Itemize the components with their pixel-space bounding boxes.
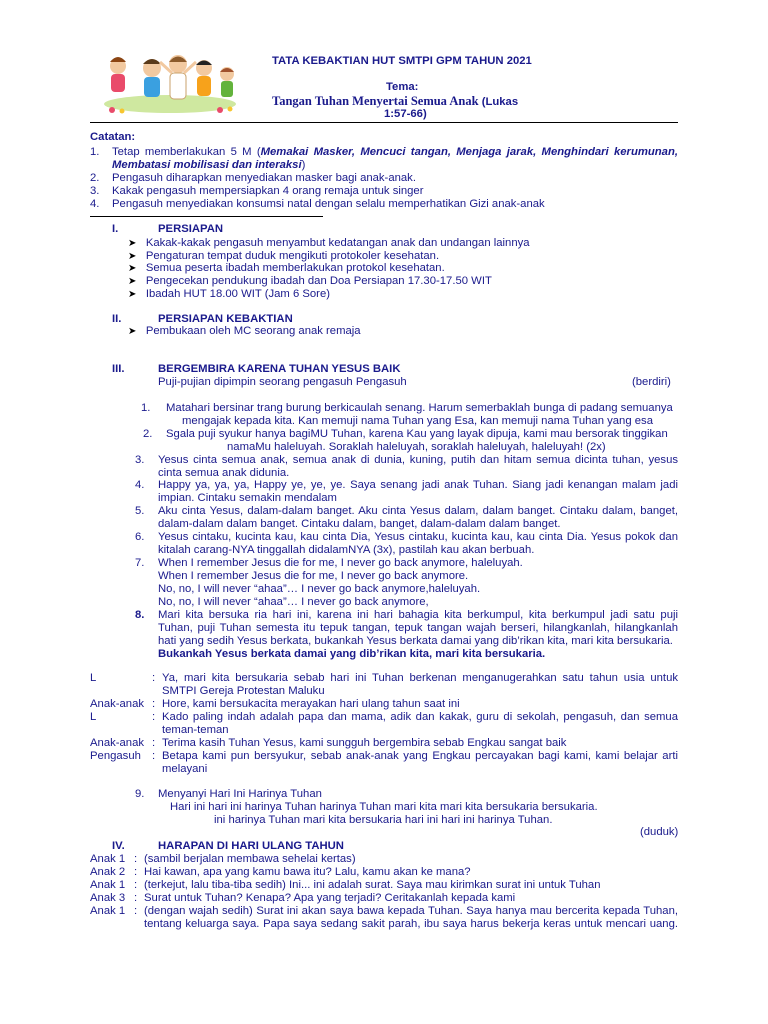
catatan-item: Kakak pengasuh mempersiapkan 4 orang remaja untuk singer [112, 185, 424, 197]
song-number: 1. [141, 402, 151, 414]
song-number: 6. [135, 531, 145, 543]
section-number: IV. [112, 840, 125, 852]
tema-text: Tangan Tuhan Menyertai Semua Anak (Lukas [272, 94, 519, 108]
section-number: III. [112, 363, 125, 375]
song-line: mengajak kepada kita. Kan memuji nama Tuhan yang Esa, kan memuji nama Tuhan yang esa [182, 415, 653, 427]
dialog-line: Betapa kami pun bersyukur, sebab anak-anak yang Engkau percayakan bagi kami, kami belajar arti [162, 750, 678, 762]
arrow-bullet-icon: ➤ [128, 289, 137, 300]
song-line: Yesus cinta semua anak, semua anak di dunia, kuning, putih dan hitam semua dicinta tuhan, yesus [158, 454, 678, 466]
catatan-num: 2. [90, 172, 100, 184]
dialog-speaker: L [90, 711, 97, 723]
section-number: II. [112, 313, 122, 325]
song-line: Yesus cintaku, kucinta kau, kau cinta Dia, Yesus cintaku, kucinta kau, kau cinta Dia. Yesus pokok dan [158, 531, 678, 543]
dialog-speaker: Anak 2 [90, 866, 126, 878]
dialog-sep: : [152, 750, 156, 762]
arrow-bullet-icon: ➤ [128, 326, 137, 337]
song-line: kitalah carang-NYA tinggallah didalamNYA (3x), pastilah kau akan berbuah. [158, 544, 535, 556]
dialog-sep: : [152, 711, 156, 723]
catatan-num: 4. [90, 198, 100, 210]
arrow-bullet-icon: ➤ [128, 238, 137, 249]
song-line: When I remember Jesus die for me, I never go back anymore, haleluyah. [158, 557, 523, 569]
song-line: namaMu haleluyah. Soraklah haleluyah, soraklah haleluyah, haleluyah! (2x) [227, 441, 606, 453]
dialog-speaker: Anak-anak [90, 737, 145, 749]
dialog-line: tentang keluarga saya. Papa saya sedang sakit parah, ibu saya harus bekerja keras untuk mencari uang. [144, 918, 678, 930]
bullet-item: ➤ Semua peserta ibadah memberlakukan protokol kesehatan. [128, 262, 445, 274]
song-line: No, no, I will never “ahaa”… I never go back anymore,haleluyah. [158, 583, 481, 595]
posture-note: (duduk) [640, 826, 679, 838]
catatan-item-cont: Membatasi mobilisasi dan interaksi) [112, 159, 306, 171]
song-number: 5. [135, 505, 145, 517]
dialog-line: teman-teman [162, 724, 229, 736]
catatan-item: Pengasuh diharapkan menyediakan masker bagi anak-anak. [112, 172, 416, 184]
song-line: Matahari bersinar trang burung berkicaulah senang. Harum semerbaklah bunga di padang semuanya [166, 402, 673, 414]
dialog-sep: : [134, 892, 138, 904]
dialog-speaker: Anak 1 [90, 853, 126, 865]
dialog-line: (dengan wajah sedih) Surat ini akan saya bawa kepada Tuhan. Saya hanya mau bercerita kepada Tuhan, [144, 905, 678, 917]
children-clipart [100, 52, 240, 114]
header-divider [90, 122, 678, 123]
catatan-divider [90, 216, 323, 217]
bullet-item: ➤ Pengecekan pendukung ibadah dan Doa Persiapan 17.30-17.50 WIT [128, 275, 492, 287]
dialog-speaker: Anak 1 [90, 905, 126, 917]
song-line: Tuhan, puji Tuhan semesta itu tepuk tangan, tepuk tangan wajah berseri, hilangkanlah, hilangkanlah [158, 622, 678, 634]
catatan-label: Catatan: [90, 131, 136, 143]
dialog-speaker: Pengasuh [90, 750, 141, 762]
section-intro: Puji-pujian dipimpin seorang pengasuh Pengasuh [158, 376, 407, 388]
song-line: hati yang sedih Yesus berkata, bukankah Yesus berkata damai yang dib’rikan kita, mari kita bersukaria. [158, 635, 673, 647]
arrow-bullet-icon: ➤ [128, 263, 137, 274]
dialog-line: Hore, kami bersukacita merayakan hari ulang tahun saat ini [162, 698, 460, 710]
arrow-bullet-icon: ➤ [128, 251, 137, 262]
bullet-item: ➤ Ibadah HUT 18.00 WIT (Jam 6 Sore) [128, 288, 330, 300]
song-line: When I remember Jesus die for me, I never go back anymore. [158, 570, 469, 582]
dialog-speaker: Anak 3 [90, 892, 126, 904]
bullet-item: ➤ Pembukaan oleh MC seorang anak remaja [128, 325, 361, 337]
section-title: HARAPAN DI HARI ULANG TAHUN [158, 840, 344, 852]
section-title: BERGEMBIRA KARENA TUHAN YESUS BAIK [158, 363, 401, 375]
dialog-line: melayani [162, 763, 208, 775]
section-title: PERSIAPAN [158, 223, 224, 235]
dialog-sep: : [152, 698, 156, 710]
song-line: impian. Cintaku semakin mendalam [158, 492, 337, 504]
section-number: I. [112, 223, 119, 235]
posture-note: (berdiri) [632, 376, 671, 388]
dialog-line: Kado paling indah adalah papa dan mama, adik dan kakak, guru di sekolah, pengasuh, dan semua [162, 711, 678, 723]
song-number: 2. [143, 428, 153, 440]
song-line: No, no, I will never “ahaa”… I never go back anymore, [158, 596, 429, 608]
song-number: 3. [135, 454, 145, 466]
song-line: ini harinya Tuhan mari kita bersukaria hari ini hari ini harinya Tuhan. [214, 814, 553, 826]
song-line: Happy ya, ya, ya, Happy ye, ye, ye. Saya senang jadi anak Tuhan. Siang jadi kenangan malam jadi [158, 479, 678, 491]
song-line: dalam-dalam dalam banget. Cintaku dalam, banget, dalam-dalam dalam banget. [158, 518, 561, 530]
dialog-line: Surat untuk Tuhan? Kenapa? Apa yang terjadi? Ceritakanlah kepada kami [144, 892, 516, 904]
dialog-speaker: L [90, 672, 97, 684]
song-line: Sgala puji syukur hanya bagiMU Tuhan, karena Kau yang layak dipuja, kami mau bersorak tinggikan [166, 428, 668, 440]
dialog-line: Hai kawan, apa yang kamu bawa itu? Lalu, kamu akan ke mana? [144, 866, 471, 878]
section-title: PERSIAPAN KEBAKTIAN [158, 313, 293, 325]
dialog-sep: : [152, 672, 156, 684]
song-title: Menyanyi Hari Ini Harinya Tuhan [158, 788, 322, 800]
catatan-item: Pengasuh menyediakan konsumsi natal dengan selalu memperhatikan Gizi anak-anak [112, 198, 545, 210]
song-line: Aku cinta Yesus, dalam-dalam banget. Aku cinta Yesus dalam, dalam banget. Cintaku dalam, banget, [158, 505, 678, 517]
dialog-sep: : [134, 853, 138, 865]
dialog-sep: : [152, 737, 156, 749]
catatan-num: 3. [90, 185, 100, 197]
dialog-speaker: Anak 1 [90, 879, 126, 891]
bullet-item: ➤ Kakak-kakak pengasuh menyambut kedatangan anak dan undangan lainnya [128, 237, 530, 249]
catatan-item: Tetap memberlakukan 5 M (Memakai Masker, Mencuci tangan, Menjaga jarak, Menghindari kerumunan, [112, 146, 679, 158]
song-number: 8. [135, 609, 145, 621]
tema-label: Tema: [386, 81, 419, 93]
song-number: 9. [135, 788, 145, 800]
dialog-sep: : [134, 866, 138, 878]
song-line: cinta semua anak didunia. [158, 467, 290, 479]
tema-reference: 1:57-66) [384, 108, 427, 120]
song-number: 7. [135, 557, 145, 569]
catatan-num: 1. [90, 146, 100, 158]
dialog-line: SMTPI Gereja Protestan Maluku [162, 685, 325, 697]
dialog-sep: : [134, 905, 138, 917]
dialog-speaker: Anak-anak [90, 698, 145, 710]
dialog-line: Ya, mari kita bersukaria sebab hari ini Tuhan berkenan menganugerahkan satu tahun usia untuk [162, 672, 678, 684]
dialog-sep: : [134, 879, 138, 891]
arrow-bullet-icon: ➤ [128, 276, 137, 287]
dialog-line: Terima kasih Tuhan Yesus, kami sungguh bergembira sebab Engkau sangat baik [162, 737, 567, 749]
dialog-line: (terkejut, lalu tiba-tiba sedih) Ini... ini adalah surat. Saya mau kirimkan surat ini untuk Tuhan [144, 879, 601, 891]
dialog-line: (sambil berjalan membawa sehelai kertas) [144, 853, 356, 865]
song-line-bold: Bukankah Yesus berkata damai yang dib’rikan kita, mari kita bersukaria. [158, 648, 546, 660]
bullet-item: ➤ Pengaturan tempat duduk mengikuti protokoler kesehatan. [128, 250, 440, 262]
song-number: 4. [135, 479, 145, 491]
document-title: TATA KEBAKTIAN HUT SMTPI GPM TAHUN 2021 [272, 55, 532, 67]
song-line: Mari kita bersuka ria hari ini, karena ini hari bahagia kita berkumpul, kita berkumpul jadi satu puji [158, 609, 678, 621]
song-line: Hari ini hari ini harinya Tuhan harinya Tuhan mari kita mari kita bersukaria bersukaria. [170, 801, 598, 813]
